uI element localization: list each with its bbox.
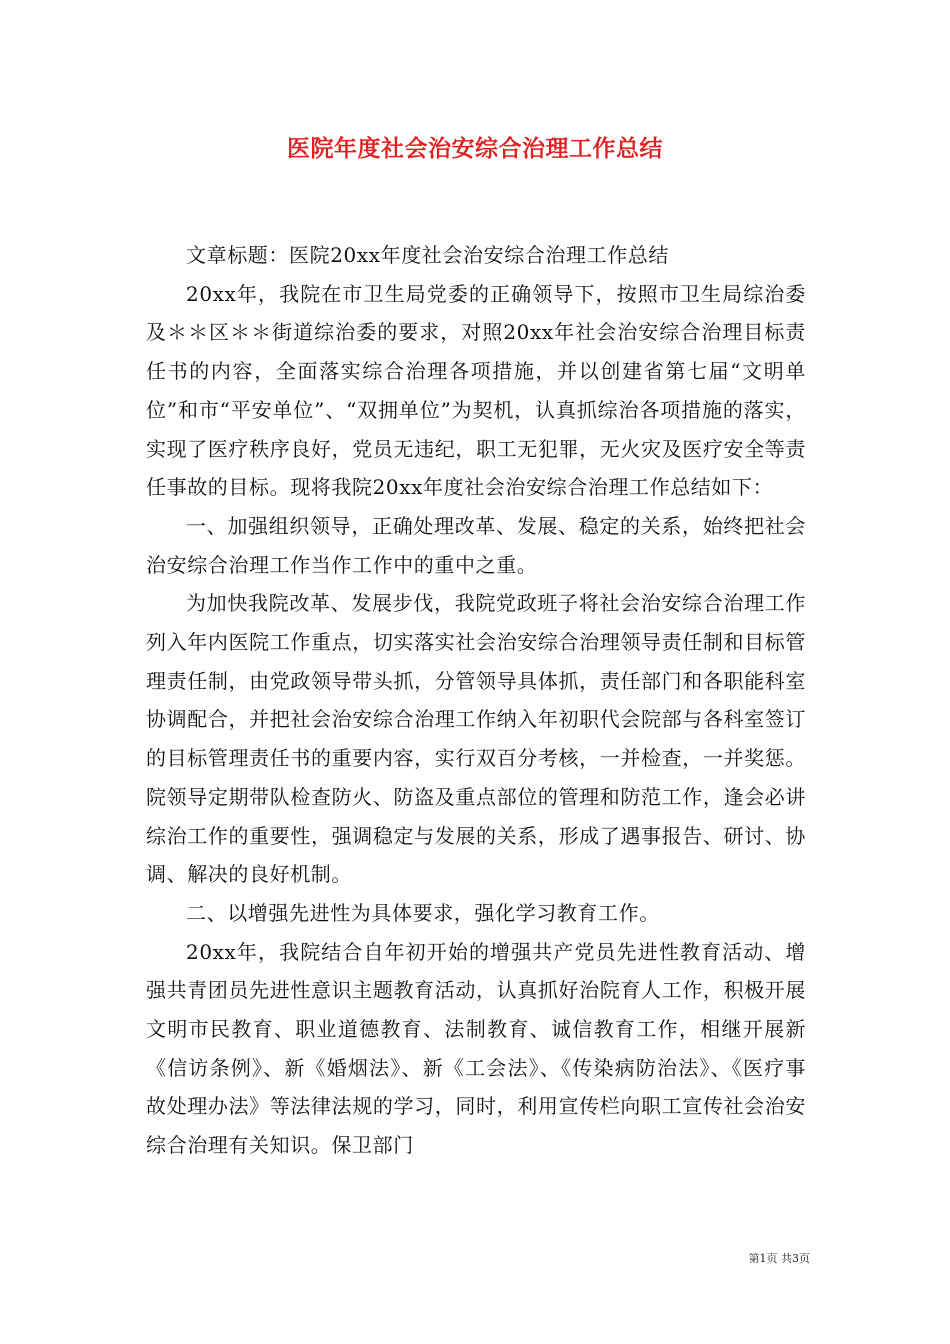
paragraph-section-2-heading: 二、以增强先进性为具体要求，强化学习教育工作。 — [186, 900, 660, 925]
paragraph-intro: 20xx年，我院在市卫生局党委的正确领导下，按照市卫生局综治委及＊＊区＊＊街道综治委的要求，对照20xx年社会治安综合治理目标责任书的内容，全面落实综合治理各项措施，并以创建省第七届“文明单位”和市“平安单位”、“双拥单位”为契机，认真抓综治各项措施的落实，实现了医疗秩序良好，党员无违纪，职工无犯罪，无火灾及医疗安全等责任事故的目标。现将我院20xx年度社会治安综合治理工作总结如下： — [146, 281, 806, 500]
paragraph-section-1-body: 为加快我院改革、发展步伐，我院党政班子将社会治安综合治理工作列入年内医院工作重点，切实落实社会治安综合治理领导责任制和目标管理责任制，由党政领导带头抓，分管领导具体抓，责任部门和各职能科室协调配合，并把社会治安综合治理工作纳入年初职代会院部与各科室签订的目标管理责任书的重要内容，实行双百分考核，一并检查，一并奖惩。院领导定期带队检查防火、防盗及重点部位的管理和防范工作，逢会必讲综治工作的重要性，强调稳定与发展的关系，形成了遇事报告、研讨、协调、解决的良好机制。 — [146, 591, 806, 887]
paragraph-section-2-body: 20xx年，我院结合自年初开始的增强共产党员先进性教育活动、增强共青团员先进性意识主题教育活动，认真抓好治院育人工作，积极开展文明市民教育、职业道德教育、法制教育、诚信教育工作，相继开展新《信访条例》、新《婚烟法》、新《工会法》、《传染病防治法》、《医疗事故处理办法》等法律法规的学习，同时，利用宣传栏向职工宣传社会治安综合治理有关知识。保卫部门 — [146, 939, 806, 1158]
paragraph-article-title: 文章标题：医院20xx年度社会治安综合治理工作总结 — [186, 243, 670, 267]
document-title: 医院年度社会治安综合治理工作总结 — [287, 135, 663, 162]
document-body — [146, 236, 806, 1165]
paragraph-section-1-heading: 一、加强组织领导，正确处理改革、发展、稳定的关系，始终把社会治安综合治理工作当作工作中的重中之重。 — [146, 513, 806, 577]
page-number: 第1页 共3页 — [748, 1252, 810, 1265]
